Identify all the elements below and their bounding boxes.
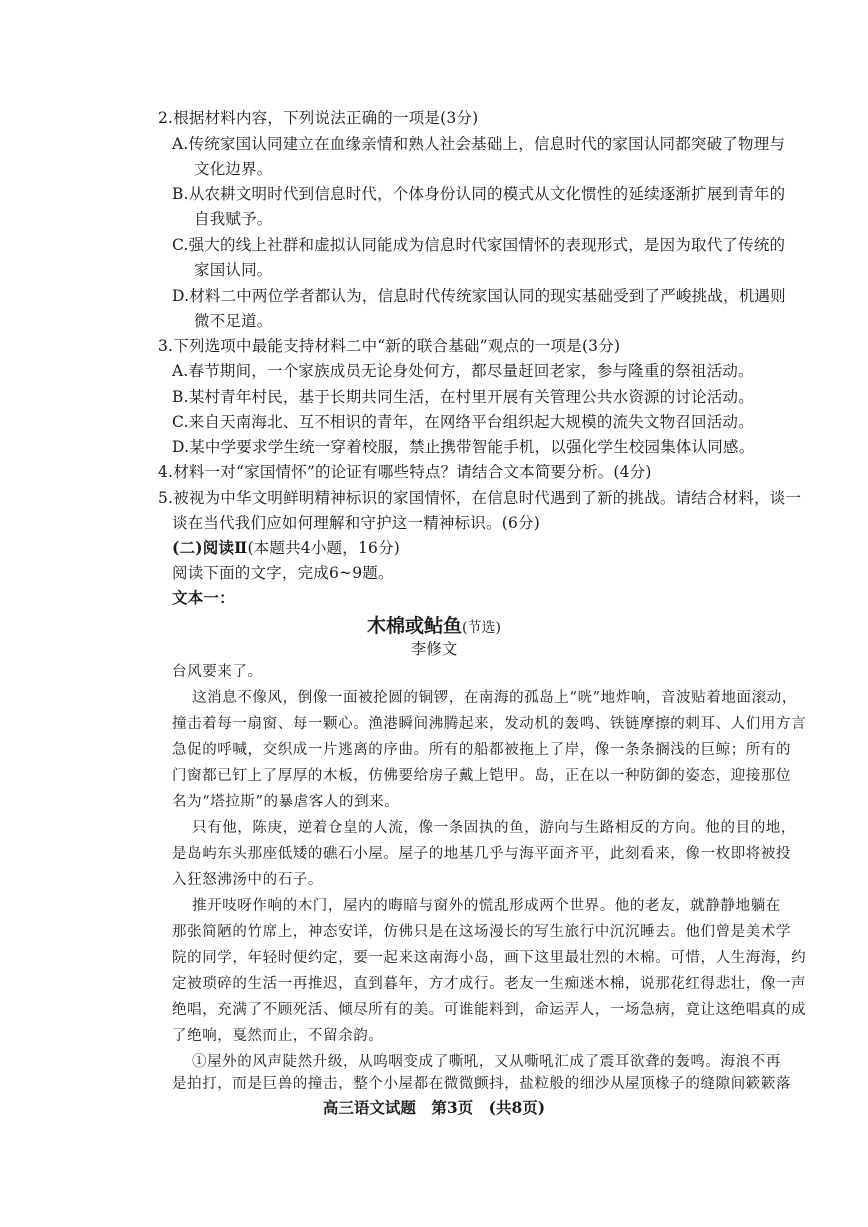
story-p3-line: 院的同学，年轻时便约定，要一起来这南海小岛，画下这里最壮烈的木棉。可惜，人生海海，约 — [172, 950, 807, 966]
story-p1-line: 急促的呼喊，交织成一片逃离的序曲。所有的船都被拖上了岸，像一条条搁浅的巨鲸；所有的 — [172, 742, 792, 758]
text-label: 文本一： — [172, 588, 235, 607]
q3-stem: 3.下列选项中最能支持材料二中“新的联合基础”观点的一项是(3分) — [158, 337, 621, 355]
story-p2-line: 入狂怒沸汤中的石子。 — [172, 872, 323, 888]
section-heading-label: (二)阅读Ⅱ — [172, 538, 248, 557]
q3-option-d: D.某中学要求学生统一穿着校服，禁止携带智能手机，以强化学生校园集体认同感。 — [172, 438, 755, 456]
q3-option-b: B.某村青年村民，基于长期共同生活，在村里开展有关管理公共水资源的讨论活动。 — [172, 388, 754, 406]
page-footer: 高三语文试题 第3页 (共8页) — [322, 1098, 546, 1117]
story-title — [0, 611, 868, 638]
story-author: 李修文 — [410, 640, 458, 658]
q3-option-c: C.来自天南海北、互不相识的青年，在网络平台组织起大规模的流失文物召回活动。 — [172, 413, 754, 431]
q2-option-a: A.传统家国认同建立在血缘亲情和熟人社会基础上，信息时代的家国认同都突破了物理与 — [172, 135, 786, 153]
story-p4-line: ①屋外的风声陡然升级，从呜咽变成了嘶吼，又从嘶吼汇成了震耳欲聋的轰鸣。海浪不再 — [192, 1054, 781, 1070]
story-p3-line: 推开吱呀作响的木门，屋内的晦暗与窗外的慌乱形成两个世界。他的老友，就静静地躺在 — [192, 898, 781, 914]
story-p2-line: 是岛屿东头那座低矮的礁石小屋。屋子的地基几乎与海平面齐平，此刻看来，像一枚即将被投 — [172, 846, 792, 862]
story-p3-line: 绝唱，充满了不顾死活、倾尽所有的美。可谁能料到，命运弄人，一场急病，竟让这绝唱真的成 — [172, 1002, 807, 1018]
q2-option-b-cont: 自我赋予。 — [194, 210, 273, 228]
story-title-note: (节选) — [462, 620, 501, 636]
story-p3-line: 那张简陋的竹席上，神态安详，仿佛只是在这场漫长的写生旅行中沉沉睡去。他们曾是美术学 — [172, 924, 792, 940]
story-p2-line: 只有他，陈庚，逆着仓皇的人流，像一条固执的鱼，游向与生路相反的方向。他的目的地， — [192, 820, 796, 836]
q2-stem: 2.根据材料内容，下列说法正确的一项是(3分) — [158, 109, 479, 127]
q2-option-c-cont: 家国认同。 — [194, 261, 273, 279]
q2-option-b: B.从农耕文明时代到信息时代，个体身份认同的模式从文化惯性的延续逐渐扩展到青年的 — [172, 185, 786, 203]
q5-stem: 5.被视为中华文明鲜明精神标识的家国情怀，在信息时代遇到了新的挑战。请结合材料，谈一 — [158, 489, 802, 507]
q4-stem: 4.材料一对“家国情怀”的论证有哪些特点？请结合文本简要分析。(4分) — [158, 463, 652, 481]
story-p4-line: 是拍打，而是巨兽的撞击，整个小屋都在微微颤抖，盐粒般的细沙从屋顶椽子的缝隙间簌簌落 — [172, 1076, 792, 1092]
story-p1-line: 这消息不像风，倒像一面被抡圆的铜锣，在南海的孤岛上“咣”地炸响，音波贴着地面滚动， — [192, 690, 797, 706]
story-p1-line: 名为“塔拉斯”的暴虐客人的到来。 — [172, 794, 400, 810]
q2-option-c: C.强大的线上社群和虚拟认同能成为信息时代家国情怀的表现形式，是因为取代了传统的 — [172, 236, 786, 254]
story-p1-line: 门窗都已钉上了厚厚的木板，仿佛要给房子戴上铠甲。岛，正在以一种防御的姿态，迎接那位 — [172, 768, 792, 784]
section-instruction: 阅读下面的文字，完成6~9题。 — [172, 564, 394, 582]
story-p1-line: 撞击着每一扇窗、每一颗心。渔港瞬间沸腾起来，发动机的轰鸣、铁链摩擦的刺耳、人们用方言 — [172, 716, 807, 732]
section-heading-detail: (本题共4小题，16分) — [247, 539, 401, 557]
q3-option-a: A.春节期间，一个家族成员无论身处何方，都尽量赶回老家，参与隆重的祭祖活动。 — [172, 362, 754, 380]
section-heading — [172, 538, 400, 558]
story-title-text: 木棉或鲇鱼 — [367, 615, 463, 637]
q5-stem-cont: 谈在当代我们应如何理解和守护这一精神标识。(6分) — [172, 514, 540, 532]
story-p3-line: 定被琐碎的生活一再推迟，直到暮年，方才成行。老友一生痴迷木棉，说那花红得悲壮，像一声 — [172, 976, 807, 992]
q2-option-a-cont: 文化边界。 — [194, 160, 273, 178]
story-paragraph-0: 台风要来了。 — [172, 664, 263, 680]
q2-option-d: D.材料二中两位学者都认为，信息时代传统家国认同的现实基础受到了严峻挑战，机遇则 — [172, 287, 786, 305]
story-p3-line: 了绝响，戛然而止，不留余韵。 — [172, 1028, 384, 1044]
q2-option-d-cont: 微不足道。 — [194, 312, 273, 330]
